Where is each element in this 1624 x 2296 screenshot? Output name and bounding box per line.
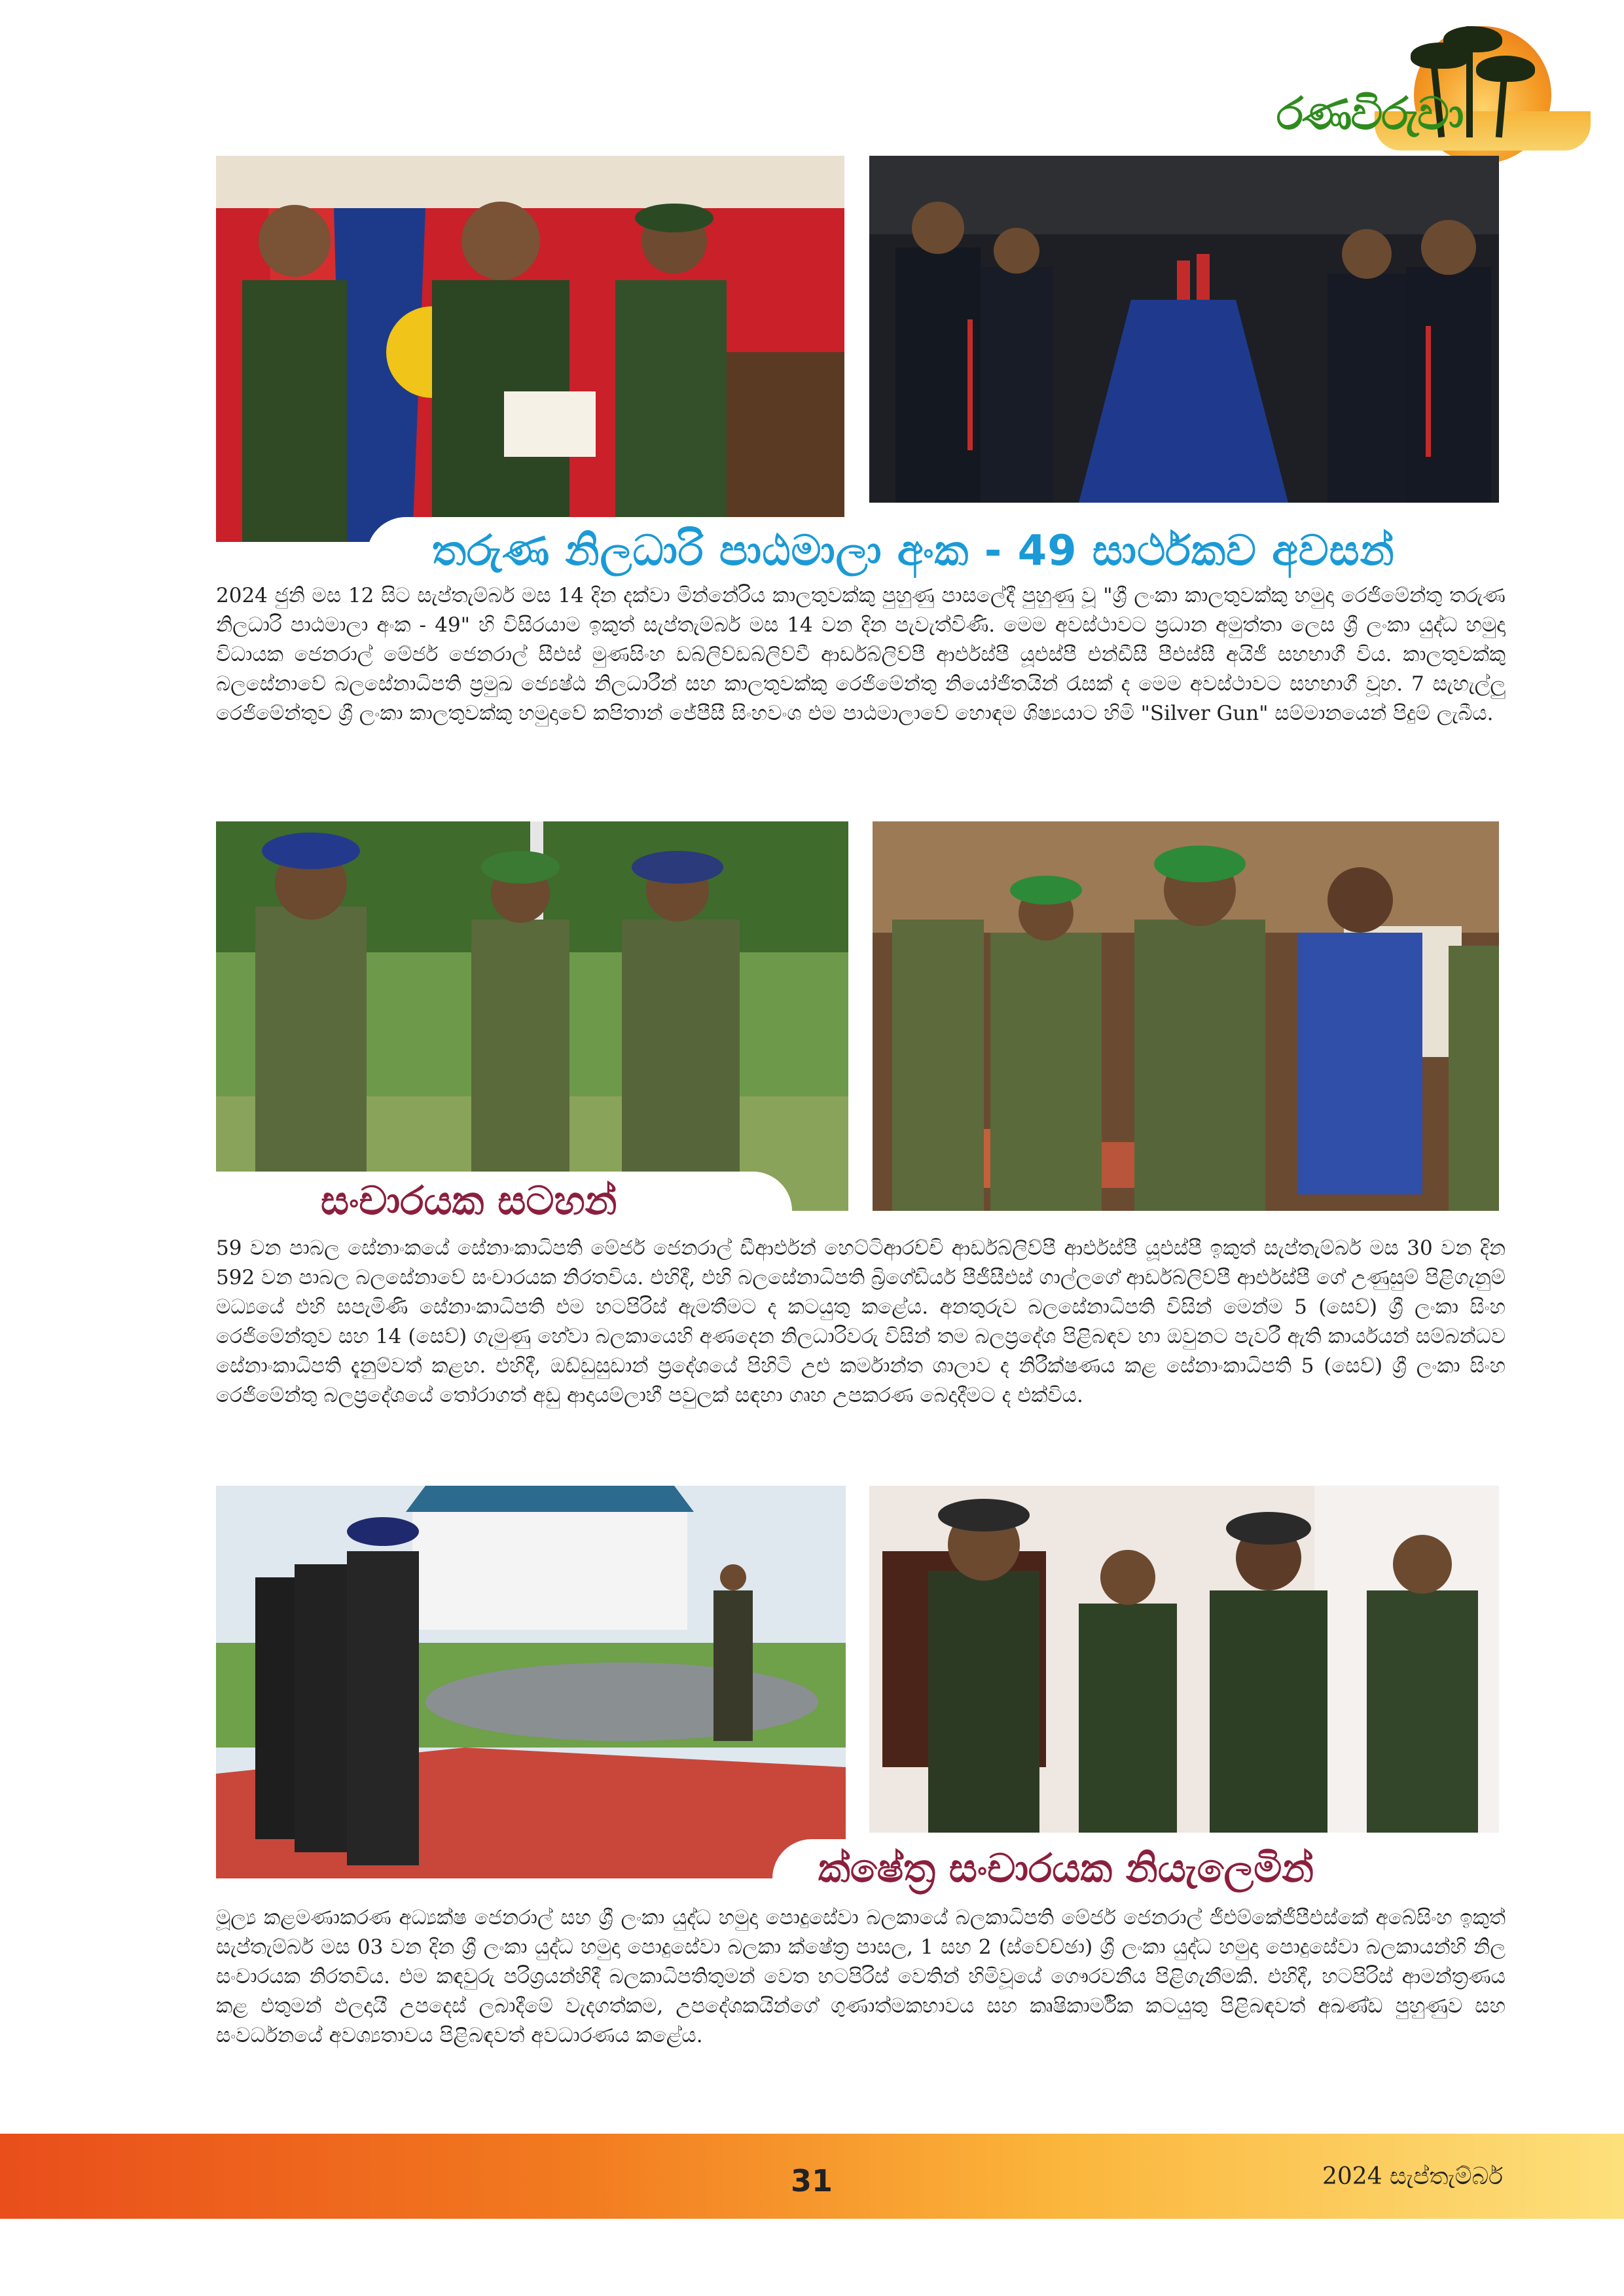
section3-heading: ක්ෂේත්‍ර සංචාරයක නියැලෙමින් (818, 1846, 1314, 1892)
photo-handshake-greeting (216, 821, 848, 1211)
section1-heading: තරුණ නිලධාරි පාඨමාලා අංක - 49 සාර්ථකව අවසන් (432, 527, 1395, 575)
section2-paragraph: 59 වන පාබල සේනාංකයේ සේනාංකාධිපති මේජර් ජෙනරාල් ඩීආර්එන් හෙට්ටිආරච්චි ආර්ඩබ්ලිව්පී ආර්එස්පී යූඑස්පී ඉකුත් සැප්තැම්බර් මස 30 වන දින 592 වන පාබල බලසේනාවේ සංචාරයක නිරතවිය. එහිදී, එහි බලසේනාධිපති බ්‍රිගේඩියර් පීජීසීඑස් ගාල්ලගේ ආර්ඩබ්ලිව්පී ආර්එස්පී ගේ උණුසුම් පිළිගැනුම් මධ්‍යයේ එහි සපැමිණි සේනාංකාධිපති එම හටපිරිස් ඇමතීමට ද කටයුතු කළේය. අනතුරුව බලසේනාධිපති විසින් මෙන්ම 5 (සෙව්) ශ්‍රී ලංකා සිංහ රෙජිමේන්තුව සහ 14 (සෙව්) ගැමුණු හේවා බලකායෙහි අණදෙන නිලධාරිවරු විසින් තම බලප්‍රදේශ පිළිබඳව හා ඔවුනට පැවරී ඇති කාර්යයන් සම්බන්ධව සේනාංකාධිපති දැනුම්වත් කළහ. එහිදී, ඔඩ්ඩුසුඩාන් ප්‍රදේශයේ පිහිටි උළු කර්මාන්ත ශාලාව ද නිරීක්ෂණය කළ සේනාංකාධිපති 5 (සෙව්) ශ්‍රී ලංකා සිංහ රෙජිමේන්තු බලප්‍රදේශයේ තෝරාගත් අඩු ආදායම්ලාභී පවුලක් සඳහා ගෘහ උපකරණ බෙදාදීමට ද එක්විය. (216, 1236, 1506, 1407)
logo-title: රණවිරුවා (1276, 88, 1463, 140)
photo-field-school-welcome (869, 1486, 1499, 1833)
palm-crown-graphic (1443, 26, 1502, 52)
section2-heading: සංචාරයක සටහන් (321, 1178, 617, 1224)
photo-guard-of-honour (216, 1486, 846, 1878)
magazine-logo (1276, 20, 1604, 164)
palm-crown-graphic (1476, 56, 1535, 82)
photo-tile-factory-visit (873, 821, 1499, 1211)
section1-paragraph: 2024 ජුනි මස 12 සිට සැප්තැම්බර් මස 14 දින දක්වා මින්නේරිය කාලතුවක්කු පුහුණු පාසලේදී පුහුණු වූ "ශ්‍රී ලංකා කාලතුවක්කු හමුදා රෙජිමේන්තු තරුණ නිලධාරි පාඨමාලා අංක - 49" හි විසිරයාම ඉකුත් සැප්තැම්බර් මස 14 වන දින පැවැත්විණි. මෙම අවස්ථාවට ප්‍රධාන අමුත්තා ලෙස ශ්‍රී ලංකා යුද්ධ හමුදා විධායක ජෙනරාල් මේජර් ජෙනරාල් සීඑස් මුණසිංහ ඩබ්ලිව්ඩබ්ලිව්වී ආර්ඩබ්ලිව්පී ආර්එස්පී යූඑස්පී එන්ඩීසී පීඑස්සී අයිජී සහභාගී විය. කාලතුවක්කු බලසේනාවේ බලසේනාධිපති ප්‍රමුඛ ජ්‍යෙෂ්ඨ නිලධාරීන් සහ කාලතුවක්කු රෙජිමේන්තු නියෝජිතයින් රැසක් ද මෙම අවස්ථාවට සහභාගී වූහ. 7 සැහැල්ලු රෙජිමේන්තුව ශ්‍රී ලංකා කාලතුවක්කු හමුදාවේ කපිතාන් ජේපීසී සිංහවංශ එම පාඨමාලාවේ හොඳම ශිෂ්‍යයාට හිමි "Silver Gun" සම්මානයෙන් පිදුම් ලැබීය. (216, 584, 1506, 725)
photo-toast-ceremony (869, 156, 1499, 503)
page-number: 31 (790, 2163, 833, 2198)
photo-certificate-presentation (216, 156, 844, 542)
section3-paragraph: මූල්‍ය කළමණාකරණ අධ්‍යක්ෂ ජෙනරාල් සහ ශ්‍රී ලංකා යුද්ධ හමුදා පොදුසේවා බලකායේ බලකාධිපති මේජර් ජෙනරාල් ජීඑම්කේජීපීඑස්කේ අබේසිංහ ඉකුත් සැප්තැම්බර් මස 03 වන දින ශ්‍රී ලංකා යුද්ධ හමුදා පොදුසේවා බලකා ක්ෂේත්‍ර පාසල, 1 සහ 2 (ස්වේච්ඡා) ශ්‍රී ලංකා යුද්ධ හමුදා පොදුසේවා බලකායන්හි නිල සංචාරයක නිරතවිය. එම කඳවුරු පරිශ්‍රයන්හිදී බලකාධිපතිතුමන් වෙත හටපිරිස් වෙතින් හිමිවූයේ ගෞරවනීය පිළිගැනීමකි. එහිදී, හටපිරිස් ආමන්ත්‍රණය කළ එතුමන් ඵලදායී උපදෙස් ලබාදීමේ වැදගත්කම, උපදේශකයින්ගේ ගුණාත්මකභාවය සහ කෘෂිකාර්මික කටයුතු පිළිබඳවත් අඛණ්ඩ පුහුණුව සහ සංවර්ධනයේ අවශ්‍යතාවය පිළිබඳවත් අවධාරණය කළේය. (216, 1906, 1506, 2047)
issue-date: 2024 සැප්තැම්බර් (1322, 2163, 1504, 2190)
